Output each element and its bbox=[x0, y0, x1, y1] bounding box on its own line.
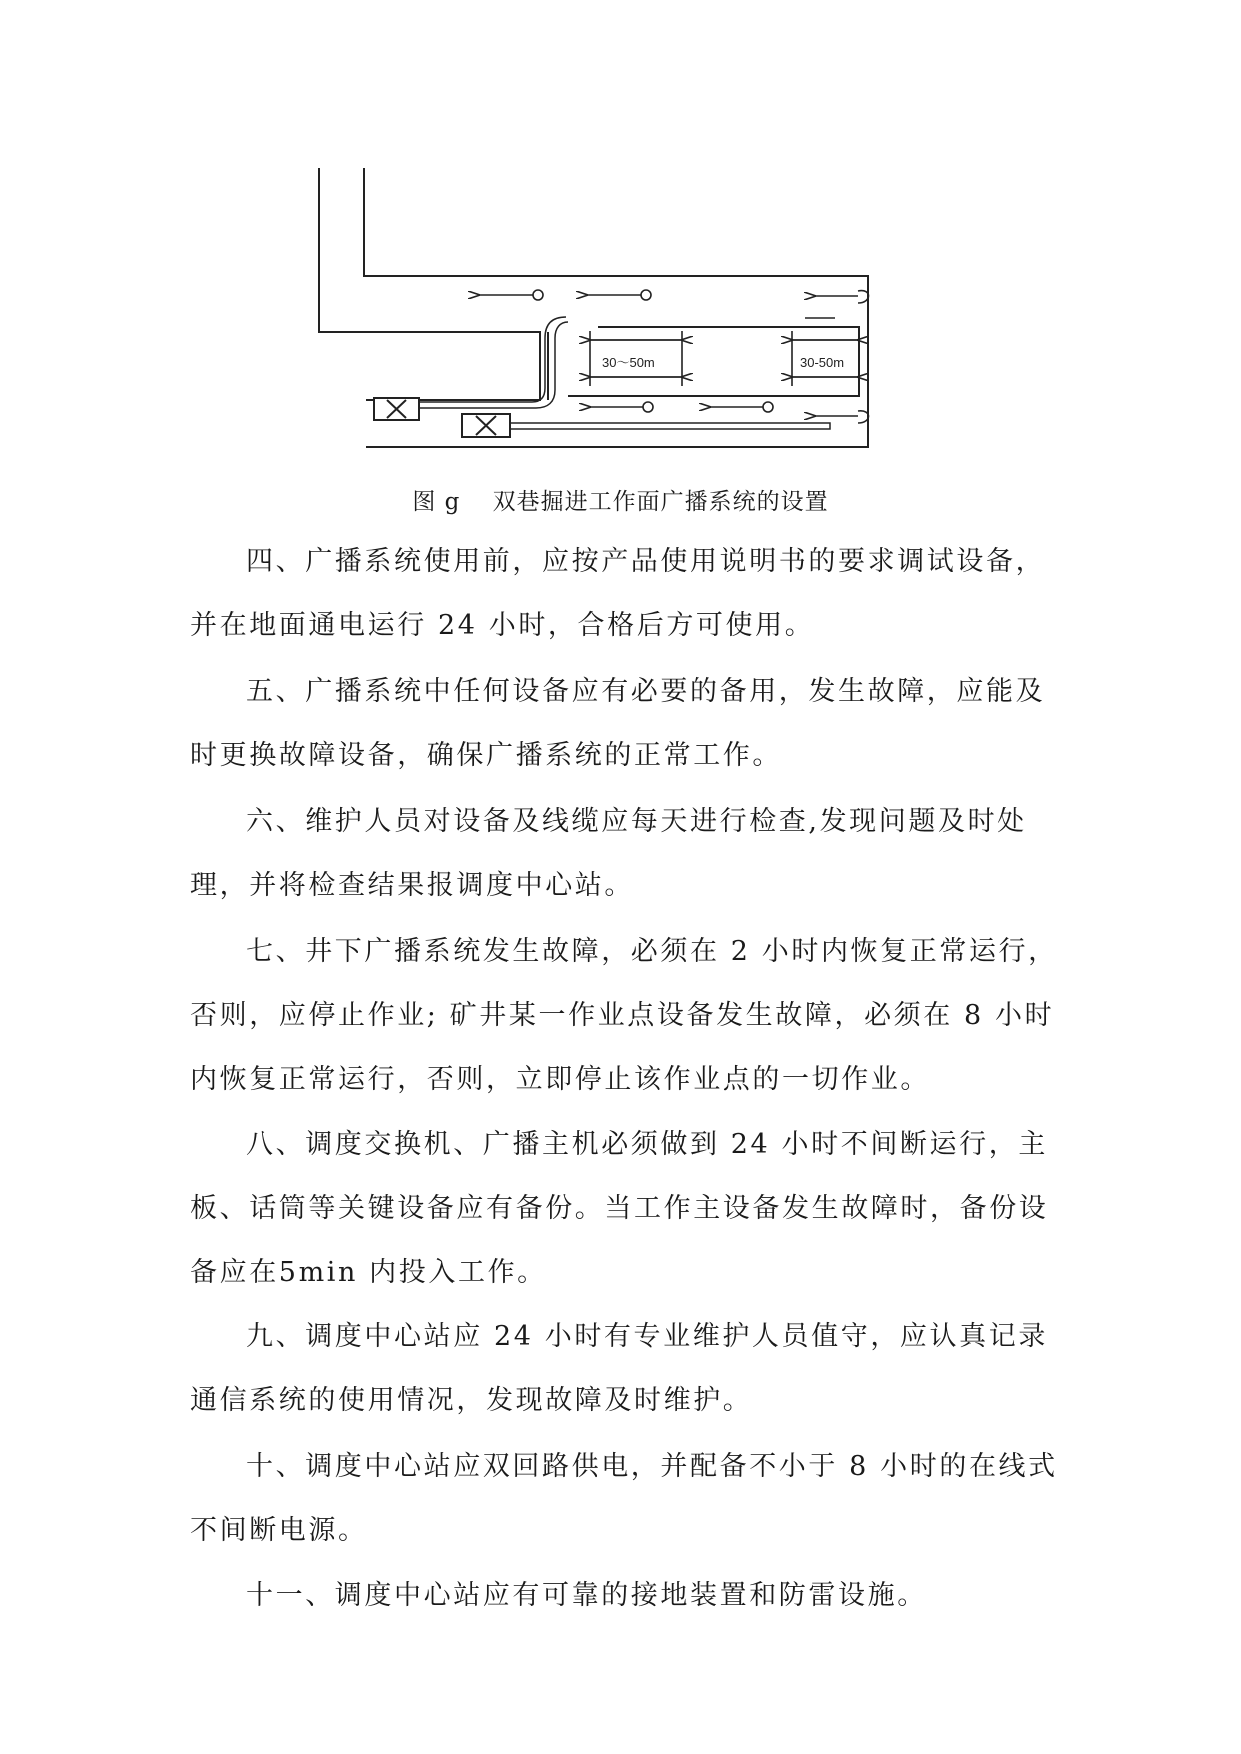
speaker-icon-lower bbox=[462, 414, 510, 437]
paragraph-7: 七、井下广播系统发生故障，必须在 2 小时内恢复正常运行，否则，应停止作业; 矿井某一作业点设备发生故障，必须在 8 小时内恢复正常运行，否则，立即停止该作业点的一切作业。 bbox=[190, 936, 1058, 1095]
tunnel-outer-wall bbox=[319, 168, 540, 400]
paragraph-6: 六、维护人员对设备及线缆应每天进行检查,发现问题及时处理，并将检查结果报调度中心站。 bbox=[190, 806, 1027, 901]
speaker-icon-upper bbox=[374, 398, 419, 420]
airflow-arrow-3 bbox=[590, 402, 653, 412]
tunnel-inner-wall bbox=[364, 168, 868, 447]
paragraph-5: 五、广播系统中任何设备应有必要的备用，发生故障，应能及时更换故障设备，确保广播系统的正常工作。 bbox=[190, 676, 1046, 771]
paragraph-9: 九、调度中心站应 24 小时有专业维护人员值守，应认真记录通信系统的使用情况，发现故障及时维护。 bbox=[190, 1321, 1048, 1416]
airflow-arrow-1 bbox=[479, 290, 543, 300]
cable-route-lower bbox=[510, 423, 830, 429]
cable-route-upper bbox=[418, 317, 566, 402]
dimension-label-right: 30-50m bbox=[800, 355, 845, 370]
airflow-arrow-2 bbox=[587, 290, 651, 300]
paragraph-11: 十一、调度中心站应有可靠的接地装置和防雷设施。 bbox=[246, 1580, 927, 1611]
return-arrow-upper bbox=[815, 291, 869, 303]
paragraph-4: 四、广播系统使用前，应按产品使用说明书的要求调试设备，并在地面通电运行 24 小时，合格后方可使用。 bbox=[190, 546, 1046, 641]
paragraph-8: 八、调度交换机、广播主机必须做到 24 小时不间断运行，主板、话筒等关键设备应有备份。当工作主设备发生故障时，备份设备应在5min 内投入工作。 bbox=[190, 1129, 1049, 1288]
paragraph-10: 十、调度中心站应双回路供电，并配备不小于 8 小时的在线式不间断电源。 bbox=[190, 1451, 1058, 1546]
tunnel-broadcast-diagram bbox=[0, 0, 1241, 480]
figure-caption: 图 g 双巷掘进工作面广播系统的设置 bbox=[412, 489, 829, 515]
airflow-arrow-4 bbox=[710, 402, 773, 412]
dimension-label-left: 30～50m bbox=[602, 355, 655, 370]
return-arrow-lower bbox=[815, 411, 869, 423]
